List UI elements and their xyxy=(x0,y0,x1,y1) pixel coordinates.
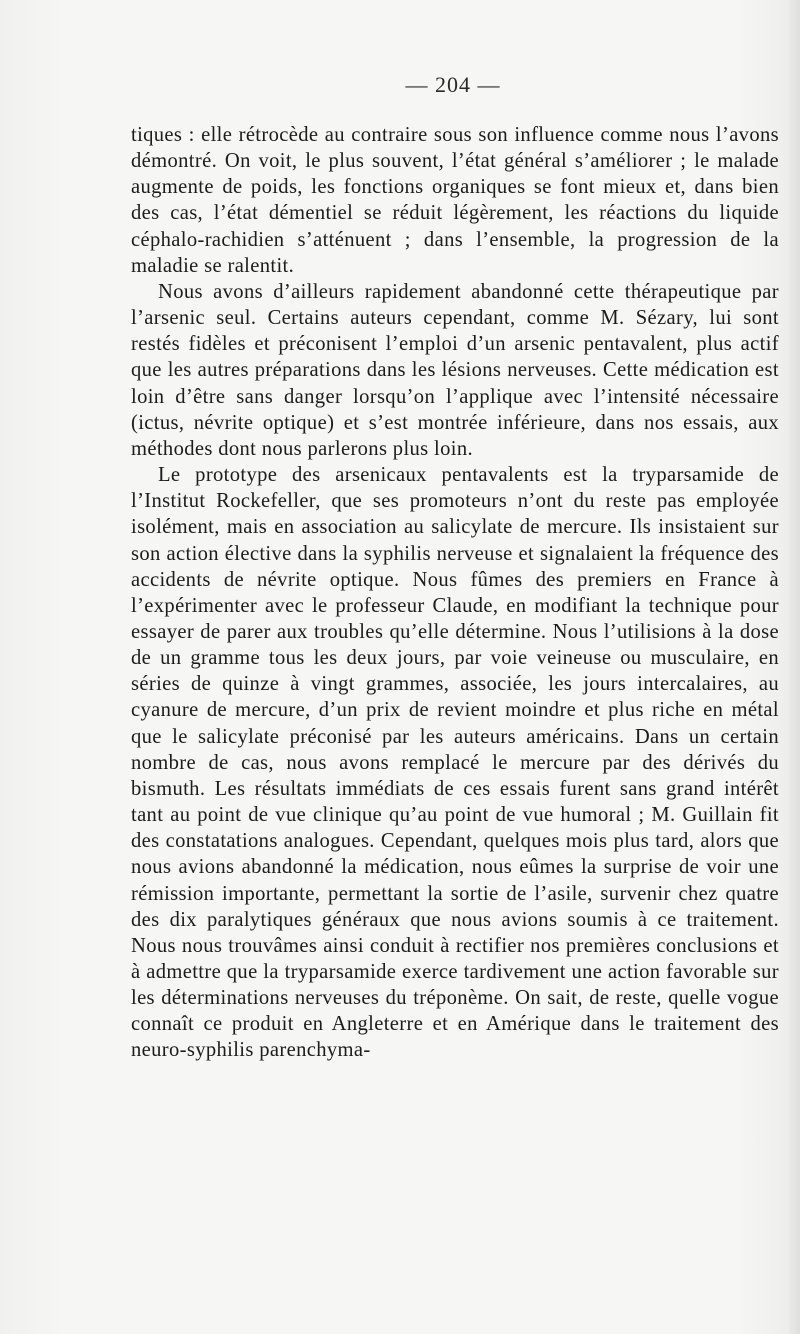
paragraph-continued: tiques : elle rétrocède au contraire sous son influence comme nous l’avons démontré. On voit, le plus souvent, l’état général s’améliorer ; le malade augmente de poids, les fonctions organiques se font mieux et, dans bien des cas, l’état démentiel se réduit légèrement, les réactions du liquide céphalo-rachidien s’atténuent ; dans l’ensemble, la progression de la maladie se ralentit. xyxy=(131,124,779,277)
paragraph-arsenic: Nous avons d’ailleurs rapidement abandonné cette thérapeutique par l’arsenic seul. Certains auteurs cependant, comme M. Sézary, lui sont restés fidèles et préconisent l’emploi d’un arsenic pentavalent, plus actif que les autres préparations dans les lésions nerveuses. Cette médication est loin d’être sans danger lorsqu’on l’applique avec l’intensité nécessaire (ictus, névrite optique) et s’est montrée inférieure, dans nos essais, aux méthodes dont nous parlerons plus loin. xyxy=(131,280,779,460)
page-number: — 204 — xyxy=(405,72,501,97)
paragraph-tryparsamide: Le prototype des arsenicaux pentavalents est la tryparsamide de l’Institut Rockefeller, que ses promoteurs n’ont du reste pas employée isolément, mais en association au salicylate de mercure. Ils insistaient sur son action élective dans la syphilis nerveuse et signalaient la fréquence des accidents de névrite optique. Nous fûmes des premiers en France à l’expérimenter avec le professeur Claude, en modifiant la technique pour essayer de parer aux troubles qu’elle détermine. Nous l’utilisions à la dose de un gramme tous les deux jours, par voie veineuse ou musculaire, en séries de quinze à vingt grammes, associée, les jours intercalaires, au cyanure de mercure, d’un prix de revient moindre et plus riche en métal que le salicylate préconisé par les auteurs américains. Dans un certain nombre de cas, nous avons remplacé le mercure par des dérivés du bismuth. Les résultats immédiats de ces essais furent sans grand intérêt tant au point de vue clinique qu’au point de vue humoral ; M. Guillain fit des constatations analogues. Cependant, quelques mois plus tard, alors que nous avions abandonné la médication, nous eûmes la surprise de voir une rémission importante, permettant la sortie de l’asile, survenir chez quatre des dix paralytiques généraux que nous avions soumis à ce traitement. Nous nous trouvâmes ainsi conduit à rectifier nos premières conclusions et à admettre que la tryparsamide exerce tardivement une action favorable sur les déterminations nerveuses du tréponème. On sait, de reste, quelle vogue connaît ce produit en Angleterre et en Amérique dans le traitement des neuro-syphilis parenchyma- xyxy=(131,464,779,1062)
body-text xyxy=(131,122,779,1064)
page-edge-shadow xyxy=(786,0,800,1334)
